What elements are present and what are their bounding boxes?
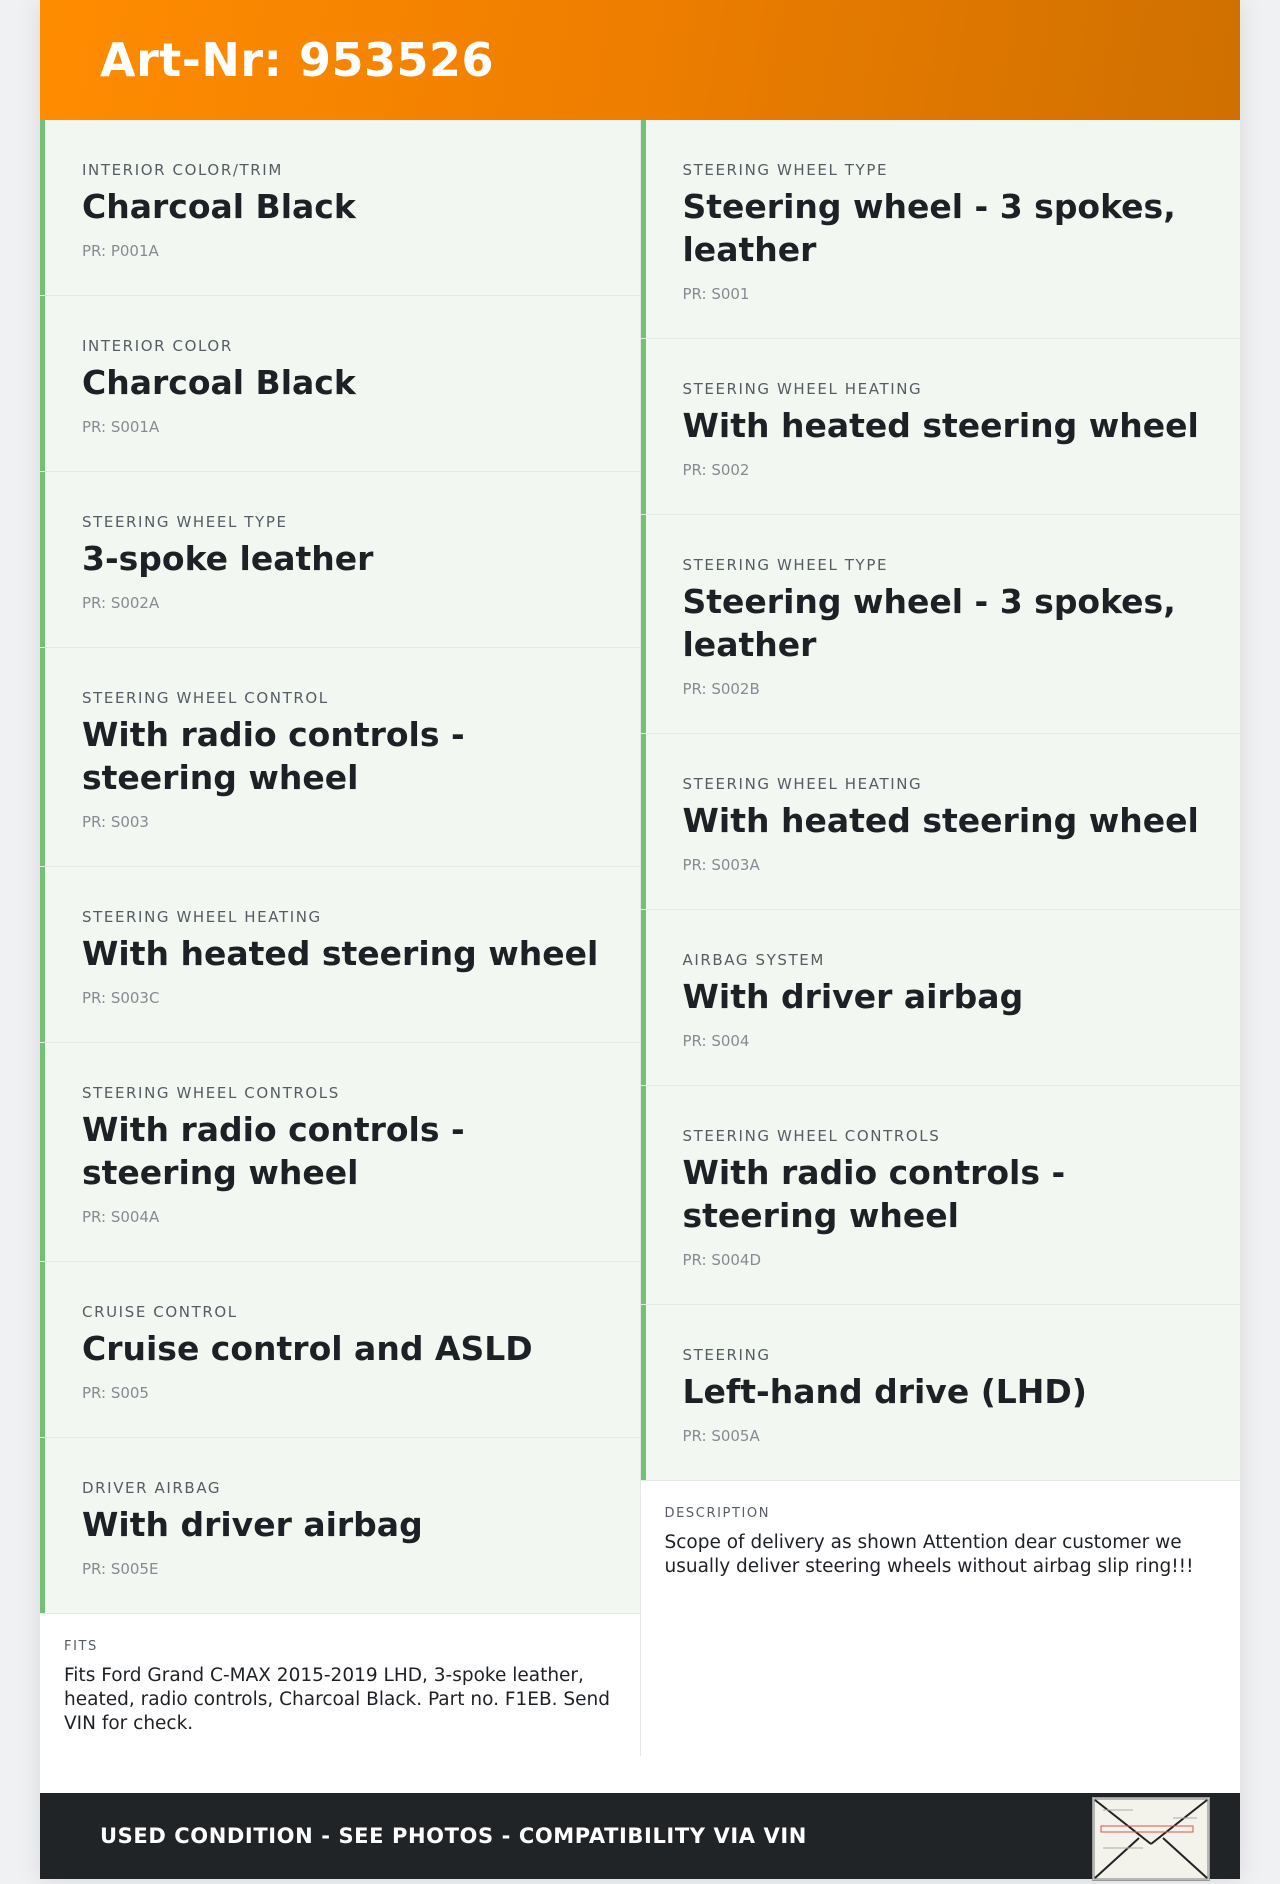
- attribute-pr-code: PR: S004A: [82, 1208, 160, 1226]
- attribute-label: STEERING WHEEL CONTROLS: [682, 1127, 941, 1145]
- attribute-pr-code: PR: S002A: [82, 594, 160, 612]
- attribute-pr-code: PR: S003C: [82, 989, 160, 1007]
- attribute-pr-code: PR: S005: [82, 1384, 149, 1402]
- attribute-card: [641, 1086, 1241, 1305]
- attribute-label: STEERING WHEEL TYPE: [682, 556, 889, 574]
- attribute-pr-code: PR: S005E: [82, 1560, 159, 1578]
- envelope-stamp-icon: [1093, 1798, 1209, 1880]
- attribute-card: [40, 1043, 640, 1262]
- attribute-pr-code: PR: S004D: [682, 1251, 762, 1269]
- attribute-label: STEERING: [682, 1346, 771, 1364]
- attribute-card: [40, 296, 640, 472]
- attribute-card: [40, 120, 640, 296]
- attribute-value: Charcoal Black: [82, 363, 356, 402]
- attribute-label: DRIVER AIRBAG: [82, 1479, 222, 1497]
- attribute-label: STEERING WHEEL TYPE: [82, 513, 288, 531]
- page-header: [40, 0, 1240, 120]
- description-label: DESCRIPTION: [664, 1506, 771, 1521]
- attribute-label: STEERING WHEEL CONTROL: [82, 689, 329, 707]
- attribute-label: STEERING WHEEL HEATING: [82, 908, 322, 926]
- attribute-label: STEERING WHEEL CONTROLS: [82, 1084, 340, 1102]
- attribute-card: [40, 472, 640, 648]
- footer-tagline: USED CONDITION - SEE PHOTOS - COMPATIBILITY VIA VIN: [100, 1824, 807, 1848]
- attribute-card: [40, 648, 640, 867]
- fits-label: FITS: [64, 1639, 98, 1654]
- fits-section: [40, 1614, 640, 1756]
- attribute-pr-code: PR: S003: [82, 813, 149, 831]
- listing-page: [40, 0, 1240, 1879]
- right-column: [640, 120, 1241, 1756]
- left-column: [40, 120, 640, 1756]
- attribute-pr-code: PR: S002B: [682, 680, 760, 698]
- attribute-value: With radio controls - steering wheel: [82, 715, 465, 797]
- attribute-pr-code: PR: S003A: [682, 856, 760, 874]
- description-text: Scope of delivery as shown Attention dear customer we usually deliver steering wheels without airbag slip ring!!!: [664, 1532, 1194, 1577]
- attribute-value: With heated steering wheel: [82, 934, 599, 973]
- attribute-card: [641, 339, 1241, 515]
- attribute-label: INTERIOR COLOR: [82, 337, 233, 355]
- attribute-card: [641, 1305, 1241, 1481]
- attribute-value: Cruise control and ASLD: [82, 1329, 533, 1368]
- attribute-value: With heated steering wheel: [682, 406, 1199, 445]
- attribute-pr-code: PR: S001A: [82, 418, 160, 436]
- attribute-label: STEERING WHEEL HEATING: [682, 380, 923, 398]
- attribute-value: Steering wheel - 3 spokes, leather: [682, 582, 1176, 664]
- attribute-card: [641, 515, 1241, 734]
- article-number-title: Art-Nr: 953526: [100, 33, 495, 87]
- attribute-pr-code: PR: S001: [682, 285, 750, 303]
- attribute-value: With driver airbag: [682, 977, 1024, 1016]
- attribute-value: Steering wheel - 3 spokes, leather: [682, 187, 1176, 269]
- attribute-card: [40, 1262, 640, 1438]
- attribute-columns: [40, 120, 1240, 1756]
- attribute-pr-code: PR: S005A: [682, 1427, 760, 1445]
- attribute-value: 3-spoke leather: [82, 539, 374, 578]
- attribute-value: With driver airbag: [82, 1505, 423, 1544]
- attribute-value: With radio controls - steering wheel: [682, 1153, 1066, 1235]
- attribute-label: CRUISE CONTROL: [82, 1303, 238, 1321]
- attribute-pr-code: PR: S004: [682, 1032, 750, 1050]
- attribute-value: With heated steering wheel: [682, 801, 1199, 840]
- attribute-label: AIRBAG SYSTEM: [682, 951, 825, 969]
- fits-text: Fits Ford Grand C-MAX 2015-2019 LHD, 3-spoke leather, heated, radio controls, Charcoal Black. Part no. F1EB. Send VIN for check.: [64, 1665, 611, 1734]
- attribute-value: With radio controls - steering wheel: [82, 1110, 465, 1192]
- attribute-label: STEERING WHEEL HEATING: [682, 775, 923, 793]
- attribute-card: [641, 734, 1241, 910]
- attribute-value: Charcoal Black: [82, 187, 356, 226]
- attribute-pr-code: PR: P001A: [82, 242, 159, 260]
- page-footer: [40, 1793, 1240, 1879]
- attribute-card: [641, 910, 1241, 1086]
- attribute-card: [40, 867, 640, 1043]
- attribute-card: [40, 1438, 640, 1614]
- attribute-label: STEERING WHEEL TYPE: [682, 161, 889, 179]
- envelope-stamp-icon: [1092, 1797, 1210, 1881]
- attribute-value: Left-hand drive (LHD): [682, 1372, 1087, 1411]
- attribute-label: INTERIOR COLOR/TRIM: [82, 161, 283, 179]
- attribute-pr-code: PR: S002: [682, 461, 750, 479]
- description-section: [641, 1481, 1241, 1599]
- attribute-card: [641, 120, 1241, 339]
